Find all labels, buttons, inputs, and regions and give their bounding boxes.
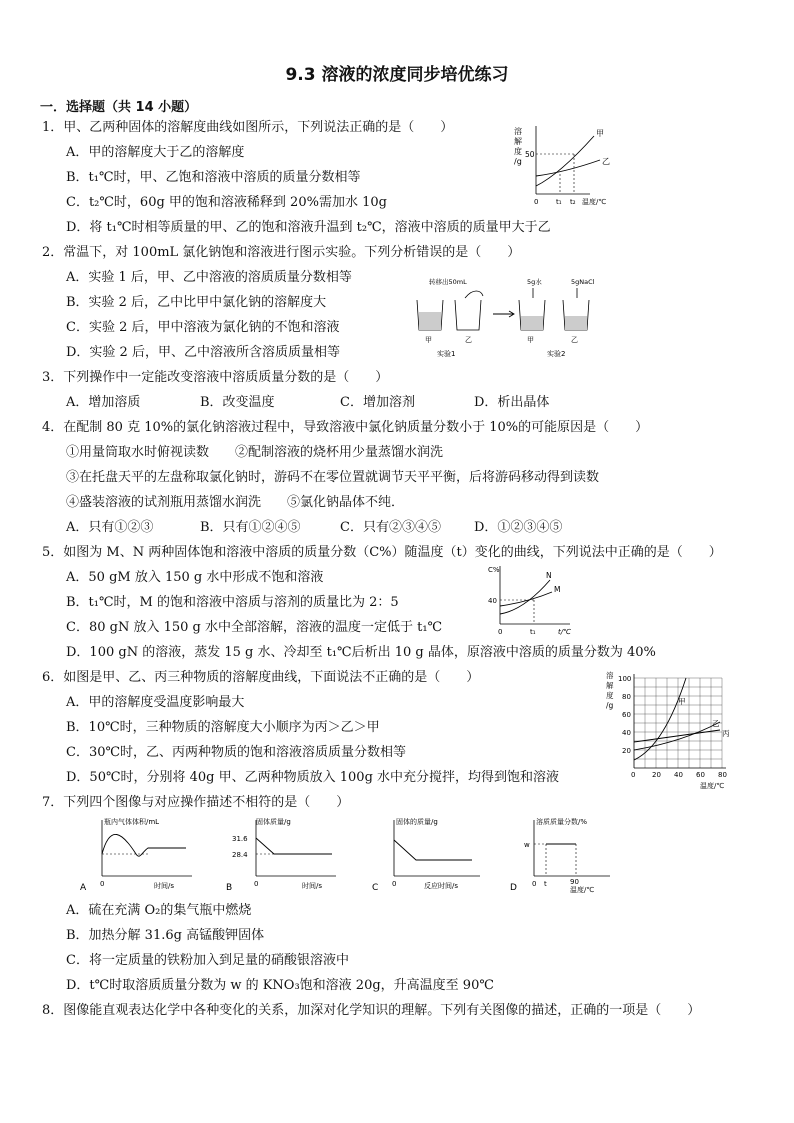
q2-experiment-figure: [405, 272, 625, 360]
q7d-tick-w: w: [524, 841, 530, 849]
q7d-xlabel: 温度/℃: [570, 886, 595, 894]
q6-grid: [634, 678, 722, 768]
question-1-option-a: A．甲的溶解度大于乙的溶解度: [66, 145, 245, 160]
q6-xtick-60: 60: [696, 771, 705, 779]
q6-solubility-figure: [602, 668, 762, 792]
q5-label-M: M: [554, 585, 561, 594]
q7-graph-d: [506, 814, 626, 894]
q7c-letter: C: [372, 883, 379, 893]
q7a-letter: A: [80, 883, 87, 893]
q5-percent-figure: [478, 562, 578, 638]
q1-tick-t2: t₂: [570, 198, 576, 206]
q7d-tick-t: t: [544, 880, 547, 888]
q7a-xlabel: 时间/s: [154, 882, 175, 890]
q5-tick-40: 40: [488, 597, 497, 605]
q6-tick-60: 60: [622, 711, 631, 719]
section-heading: 一．选择题（共 14 小题）: [40, 100, 198, 115]
q7a-curve: [102, 834, 186, 856]
q7b-xlabel: 时间/s: [302, 882, 323, 890]
q2-beaker-1: [417, 300, 443, 330]
q7-graph-c: [368, 814, 488, 894]
q7b-curve: [256, 838, 332, 854]
q1-origin: 0: [534, 198, 539, 206]
q1-ylabel-2: 解: [514, 137, 522, 146]
question-4-item-3: ④盛装溶液的试剂瓶用蒸馏水润洗 ⑤氯化钠晶体不纯．: [66, 495, 405, 510]
question-7-option-d: D．t℃时取溶质质量分数为 w 的 KNO₃饱和溶液 20g，升高温度至 90℃: [66, 978, 494, 993]
q1-label-jia: 甲: [596, 129, 604, 138]
q2-label-jia-2: 甲: [527, 336, 534, 344]
question-7-stem: 7．下列四个图像与对应操作描述不相符的是（ ）: [42, 795, 350, 810]
q7-graph-a: [76, 814, 196, 894]
question-3-option-a: A．增加溶质: [66, 395, 141, 410]
q6-label-bing: 丙: [722, 729, 730, 738]
question-5-option-c: C．80 gN 放入 150 g 水中全部溶解，溶液的温度一定低于 t₁℃: [66, 620, 443, 635]
q6-ylabel-3: 度: [606, 691, 614, 700]
question-2-option-a: A．实验 1 后，甲、乙中溶液的溶质质量分数相等: [66, 270, 352, 285]
q6-curve-jia: [634, 678, 686, 760]
question-5-option-d: D．100 gN 的溶液，蒸发 15 g 水、冷却至 t₁℃后析出 10 g 晶体，原溶液中溶质的质量分数为 40%: [66, 645, 656, 660]
q7-graph-b: [222, 814, 342, 894]
q7b-ylabel: 固体质量/g: [256, 818, 291, 826]
q1-ylabel-1: 溶: [514, 127, 522, 136]
q6-tick-100: 100: [618, 675, 632, 683]
q7d-letter: D: [510, 883, 517, 893]
q2-exp1-label: 实验1: [437, 350, 456, 358]
question-2-option-d: D．实验 2 后，甲、乙中溶液所含溶质质量相等: [66, 345, 340, 360]
q2-label-jia-1: 甲: [425, 336, 432, 344]
question-5-option-b: B．t₁℃时，M 的饱和溶液中溶质与溶剂的质量比为 2：5: [66, 595, 399, 610]
q2-label-yi-1: 乙: [465, 336, 472, 344]
question-4-item-2: ③在托盘天平的左盘称取氯化钠时，游码不在零位置就调节天平平衡，后将游码移动得到读数: [66, 470, 600, 485]
q6-xtick-40: 40: [674, 771, 683, 779]
q6-origin: 0: [631, 771, 636, 779]
page-title: 9.3 溶液的浓度同步培优练习: [285, 65, 509, 85]
question-3-stem: 3．下列操作中一定能改变溶液中溶质质量分数的是（ ）: [42, 370, 389, 385]
q2-transfer-label: 转移出50mL: [429, 278, 467, 286]
q7c-ylabel: 固体的质量/g: [396, 818, 438, 826]
q7a-ylabel: 瓶内气体体积/mL: [104, 818, 160, 826]
q6-xtick-20: 20: [652, 771, 661, 779]
q5-ylabel: C%: [488, 566, 500, 574]
q7b-tick-284: 28.4: [232, 851, 248, 859]
q5-label-N: N: [546, 571, 552, 580]
q7d-origin: 0: [532, 880, 537, 888]
q1-curve-jia: [536, 136, 594, 186]
question-8-stem: 8．图像能直观表达化学中各种变化的关系，加深对化学知识的理解。下列有关图像的描述，正确的一项是（ ）: [42, 1003, 701, 1018]
question-1-option-d: D．将 t₁℃时相等质量的甲、乙的饱和溶液升温到 t₂℃，溶液中溶质的质量甲大于乙: [66, 220, 551, 235]
question-4-option-a: A．只有①②③: [66, 520, 154, 535]
question-1-option-c: C．t₂℃时，60g 甲的饱和溶液稀释到 20%需加水 10g: [66, 195, 387, 210]
q6-tick-20: 20: [622, 747, 631, 755]
question-7-option-a: A．硫在充满 O₂的集气瓶中燃烧: [66, 903, 252, 918]
question-4-option-d: D．①②③④⑤: [474, 520, 563, 535]
question-6-option-a: A．甲的溶解度受温度影响最大: [66, 695, 245, 710]
question-2-option-c: C．实验 2 后，甲中溶液为氯化钠的不饱和溶液: [66, 320, 340, 335]
q7b-tick-316: 31.6: [232, 835, 248, 843]
q2-beaker-2: [455, 291, 483, 330]
question-5-stem: 5．如图为 M、N 两种固体饱和溶液中溶质的质量分数（C%）随温度（t）变化的曲线，下列说法中正确的是（ ）: [42, 545, 722, 560]
q2-nacl-label: 5gNaCl: [571, 278, 595, 286]
question-4-option-b: B．只有①②④⑤: [200, 520, 301, 535]
question-2-option-b: B．实验 2 后，乙中比甲中氯化钠的溶解度大: [66, 295, 327, 310]
q1-tick-t1: t₁: [556, 198, 562, 206]
q6-ylabel-4: /g: [606, 701, 614, 710]
q7a-origin: 0: [100, 880, 105, 888]
q5-curve-M: [500, 592, 552, 606]
q6-tick-80: 80: [622, 693, 631, 701]
question-4-stem: 4．在配制 80 克 10%的氯化钠溶液过程中，导致溶液中氯化钠质量分数小于 10%的可能原因是（ ）: [42, 420, 649, 435]
q1-tick-50: 50: [525, 150, 535, 159]
question-6-option-b: B．10℃时，三种物质的溶解度大小顺序为丙＞乙＞甲: [66, 720, 380, 735]
q6-ylabel-1: 溶: [606, 671, 614, 680]
q2-label-yi-2: 乙: [571, 336, 578, 344]
question-6-stem: 6．如图是甲、乙、丙三种物质的溶解度曲线，下面说法不正确的是（ ）: [42, 670, 480, 685]
q5-xunit: t/℃: [558, 628, 571, 636]
q7c-xlabel: 反应时间/s: [424, 882, 459, 890]
question-7-option-c: C．将一定质量的铁粉加入到足量的硝酸银溶液中: [66, 953, 349, 968]
question-1-option-b: B．t₁℃时，甲、乙饱和溶液中溶质的质量分数相等: [66, 170, 361, 185]
q7d-ylabel: 溶质质量分数/%: [536, 818, 588, 826]
question-4-item-1: ①用量筒取水时俯视读数 ②配制溶液的烧杯用少量蒸馏水润洗: [66, 445, 444, 460]
question-5-option-a: A．50 gM 放入 150 g 水中形成不饱和溶液: [66, 570, 324, 585]
q5-origin: 0: [498, 628, 503, 636]
q7d-tick-90: 90: [570, 878, 579, 886]
q7c-curve: [394, 840, 472, 860]
q6-ylabel-2: 解: [606, 681, 614, 690]
q5-tick-t1: t₁: [530, 628, 536, 636]
q2-beaker-3: [519, 288, 545, 330]
q6-xunit: 温度/℃: [700, 782, 725, 790]
q2-water-label: 5g水: [527, 278, 542, 286]
q1-ylabel-3: 度: [514, 147, 522, 156]
q6-tick-40: 40: [622, 729, 631, 737]
question-6-option-d: D．50℃时，分别将 40g 甲、乙两种物质放入 100g 水中充分搅拌，均得到饱和溶液: [66, 770, 560, 785]
q6-label-jia: 甲: [678, 697, 686, 706]
question-6-option-c: C．30℃时，乙、丙两种物质的饱和溶液溶质质量分数相等: [66, 745, 407, 760]
question-4-option-c: C．只有②③④⑤: [340, 520, 441, 535]
q6-xtick-80: 80: [718, 771, 727, 779]
q1-solubility-figure: [510, 122, 620, 212]
q5-curve-N: [500, 580, 550, 614]
question-7-option-b: B．加热分解 31.6g 高锰酸钾固体: [66, 928, 265, 943]
q7b-letter: B: [226, 883, 233, 893]
q6-label-yi: 乙: [712, 719, 720, 728]
question-3-option-c: C．增加溶剂: [340, 395, 415, 410]
question-3-option-d: D．析出晶体: [474, 395, 550, 410]
q7c-origin: 0: [392, 880, 397, 888]
q2-exp2-label: 实验2: [547, 350, 566, 358]
q1-xunit: 温度/℃: [582, 198, 607, 206]
question-1-stem: 1．甲、乙两种固体的溶解度曲线如图所示，下列说法正确的是（ ）: [42, 120, 454, 135]
q1-label-yi: 乙: [602, 157, 610, 166]
question-3-option-b: B．改变温度: [200, 395, 275, 410]
question-2-stem: 2．常温下，对 100mL 氯化钠饱和溶液进行图示实验。下列分析错误的是（ ）: [42, 245, 521, 260]
q1-ylabel-4: /g: [514, 157, 522, 166]
q7b-origin: 0: [254, 880, 259, 888]
q2-beaker-4: [563, 288, 589, 330]
